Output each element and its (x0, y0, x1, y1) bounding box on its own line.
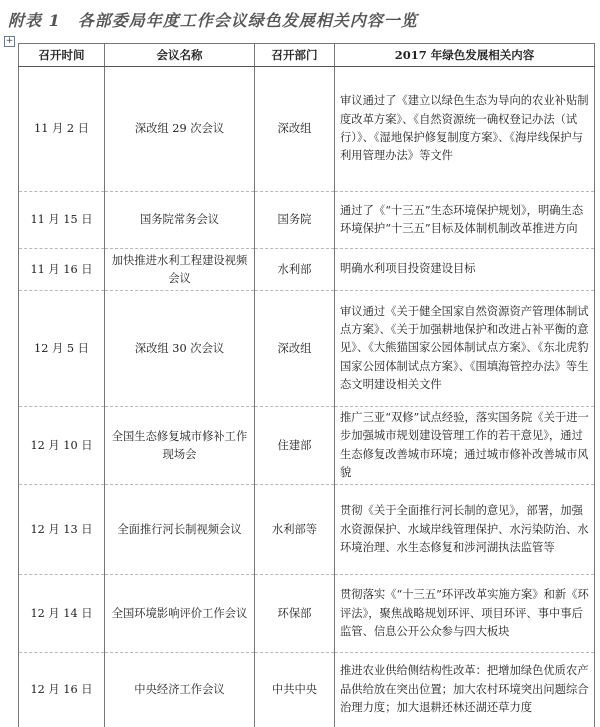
cell-content: 审议通过了《建立以绿色生态为导向的农业补贴制度改革方案》、《自然资源统一确权登记办法（试行）》、《湿地保护修复制度方案》、《海岸线保护与利用管理办法》等文件 (335, 67, 595, 192)
cell-meeting: 中央经济工作会议 (105, 653, 255, 727)
page-title: 附表 1 各部委局年度工作会议绿色发展相关内容一览 (8, 11, 418, 30)
table-row (19, 575, 595, 653)
cell-meeting: 加快推进水利工程建设视频会议 (105, 249, 255, 291)
cell-dept: 住建部 (255, 407, 335, 485)
table-row (19, 67, 595, 192)
table-row (19, 249, 595, 291)
cell-meeting: 深改组 30 次会议 (105, 291, 255, 407)
cell-dept: 中共中央 (255, 653, 335, 727)
cell-date: 12 月 5 日 (19, 291, 105, 407)
table-header-row (19, 44, 595, 67)
cell-content: 审议通过《关于健全国家自然资源资产管理体制试点方案》、《关于加强耕地保护和改进占补平衡的意见》、《大熊猫国家公园体制试点方案》、《东北虎豹国家公园体制试点方案》、《围填海管控办法》等生态文明建设相关文件 (335, 291, 595, 407)
cell-date: 12 月 14 日 (19, 575, 105, 653)
cell-dept: 深改组 (255, 67, 335, 192)
cell-meeting: 全国环境影响评价工作会议 (105, 575, 255, 653)
table-row (19, 291, 595, 407)
cell-dept: 水利部等 (255, 485, 335, 575)
cell-meeting: 全国生态修复城市修补工作现场会 (105, 407, 255, 485)
table-row (19, 485, 595, 575)
cell-date: 11 月 2 日 (19, 67, 105, 192)
cell-content: 贯彻《关于全面推行河长制的意见》，部署，加强水资源保护、水域岸线管理保护、水污染防治、水环境治理、水生态修复和涉河湖执法监管等 (335, 485, 595, 575)
cell-date: 11 月 15 日 (19, 192, 105, 249)
table-row (19, 653, 595, 727)
cell-content: 通过了《“十三五”生态环境保护规划》，明确生态环境保护“十三五”目标及体制机制改革推进方向 (335, 192, 595, 249)
table-row (19, 407, 595, 485)
header-meeting: 会议名称 (105, 44, 255, 67)
cell-date: 12 月 10 日 (19, 407, 105, 485)
header-content: 2017 年绿色发展相关内容 (335, 44, 595, 67)
cell-meeting: 全面推行河长制视频会议 (105, 485, 255, 575)
header-dept: 召开部门 (255, 44, 335, 67)
cell-content: 明确水利项目投资建设目标 (335, 249, 595, 291)
cell-dept: 环保部 (255, 575, 335, 653)
cell-dept: 深改组 (255, 291, 335, 407)
cell-dept: 国务院 (255, 192, 335, 249)
meeting-table (18, 43, 595, 727)
cell-date: 12 月 16 日 (19, 653, 105, 727)
table-row (19, 192, 595, 249)
table-move-handle-icon[interactable]: + (5, 36, 14, 46)
cell-dept: 水利部 (255, 249, 335, 291)
cell-date: 12 月 13 日 (19, 485, 105, 575)
header-date: 召开时间 (19, 44, 105, 67)
cell-content: 贯彻落实《“十三五”环评改革实施方案》和新《环评法》，聚焦战略规划环评、项目环评、事中事后监管、信息公开公众参与四大板块 (335, 575, 595, 653)
cell-meeting: 深改组 29 次会议 (105, 67, 255, 192)
cell-content: 推广三亚“双修”试点经验，落实国务院《关于进一步加强城市规划建设管理工作的若干意见》，通过生态修复改善城市环境；通过城市修补改善城市风貌 (335, 407, 595, 485)
cell-content: 推进农业供给侧结构性改革：把增加绿色优质农产品供给放在突出位置；加大农村环境突出问题综合治理力度；加大退耕还林还湖还草力度 (335, 653, 595, 727)
cell-date: 11 月 16 日 (19, 249, 105, 291)
cell-meeting: 国务院常务会议 (105, 192, 255, 249)
